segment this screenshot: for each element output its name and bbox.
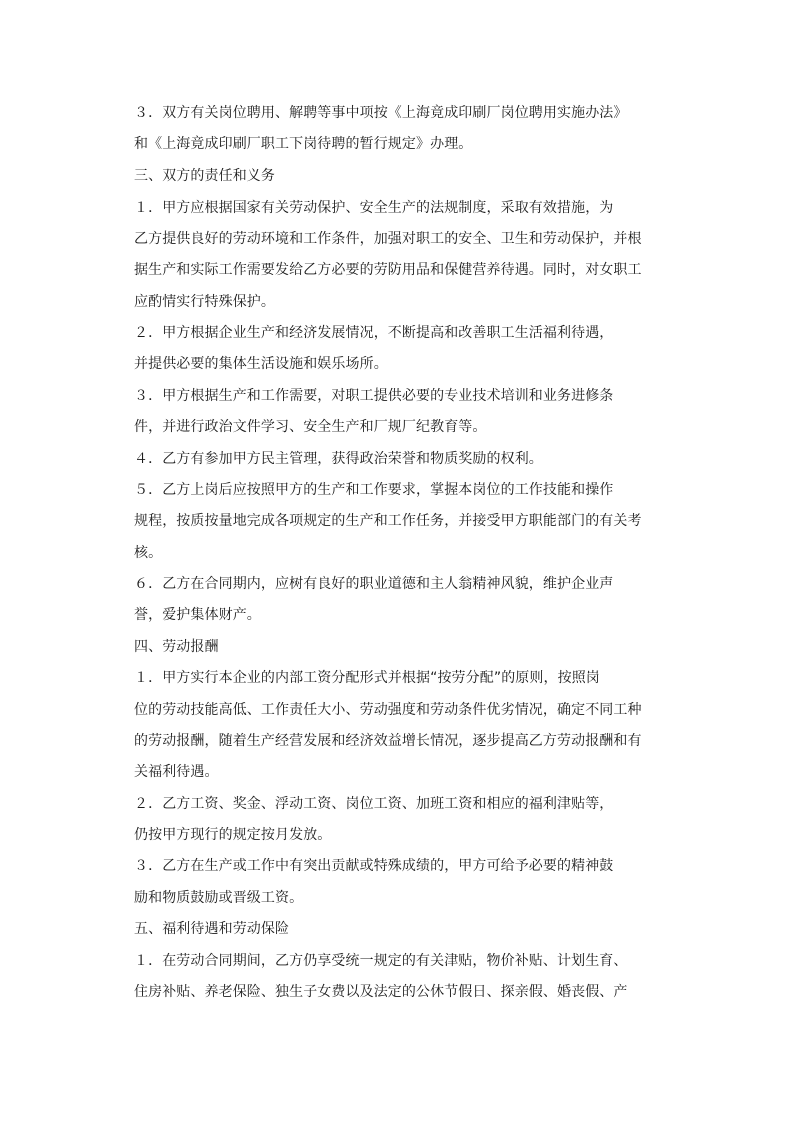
text-line: 励和物质鼓励或晋级工资。 <box>134 890 304 906</box>
section-heading: 三、双方的责任和义务 <box>134 168 275 184</box>
text-line: 并提供必要的集体生活设施和娱乐场所。 <box>134 356 388 372</box>
text-line: 和《上海竟成印刷厂职工下岗待聘的暂行规定》办理。 <box>134 136 473 152</box>
text-line: ２．甲方根据企业生产和经济发展情况，不断提高和改善职工生活福利待遇， <box>134 325 614 341</box>
text-line: １．甲方实行本企业的内部工资分配形式并根据“按劳分配”的原则，按照岗 <box>134 670 600 686</box>
text-line: 规程，按质按量地完成各项规定的生产和工作任务，并接受甲方职能部门的有关考 <box>134 513 642 529</box>
text-line: １．在劳动合同期间，乙方仍享受统一规定的有关津贴，物价补贴、计划生育、 <box>134 953 628 969</box>
section-heading: 五、福利待遇和劳动保险 <box>134 921 290 937</box>
text-line: 件，并进行政治文件学习、安全生产和厂规厂纪教育等。 <box>134 419 487 435</box>
text-line: 关福利待遇。 <box>134 764 219 780</box>
text-line: 应酌情实行特殊保护。 <box>134 294 275 310</box>
text-line: ５．乙方上岗后应按照甲方的生产和工作要求，掌握本岗位的工作技能和操作 <box>134 482 614 498</box>
text-line: 核。 <box>134 545 163 561</box>
text-line: ４．乙方有参加甲方民主管理，获得政治荣誉和物质奖励的权利。 <box>134 451 543 467</box>
text-line: 乙方提供良好的劳动环境和工作条件，加强对职工的安全、卫生和劳动保护，并根 <box>134 231 642 247</box>
text-line: ３．乙方在生产或工作中有突出贡献或特殊成绩的，甲方可给予必要的精神鼓 <box>134 858 614 874</box>
text-line: ３．甲方根据生产和工作需要，对职工提供必要的专业技术培训和业务进修条 <box>134 388 614 404</box>
text-line: 誉，爱护集体财产。 <box>134 607 261 623</box>
text-line: ６．乙方在合同期内，应树有良好的职业道德和主人翁精神风貌，维护企业声 <box>134 576 614 592</box>
text-line: 的劳动报酬，随着生产经营发展和经济效益增长情况，逐步提高乙方劳动报酬和有 <box>134 733 642 749</box>
text-line: ２．乙方工资、奖金、浮动工资、岗位工资、加班工资和相应的福利津贴等， <box>134 796 614 812</box>
text-line: 仍按甲方现行的规定按月发放。 <box>134 827 332 843</box>
text-line: ３．双方有关岗位聘用、解聘等事中项按《上海竟成印刷厂岗位聘用实施办法》 <box>134 105 628 121</box>
text-line: 据生产和实际工作需要发给乙方必要的劳防用品和保健营养待遇。同时，对女职工 <box>134 262 642 278</box>
text-line: 住房补贴、养老保险、独生子女费以及法定的公休节假日、探亲假、婚丧假、产 <box>134 984 628 1000</box>
section-heading: 四、劳动报酬 <box>134 639 219 655</box>
text-line: １．甲方应根据国家有关劳动保护、安全生产的法规制度，采取有效措施，为 <box>134 200 614 216</box>
text-line: 位的劳动技能高低、工作责任大小、劳动强度和劳动条件优劣情况，确定不同工种 <box>134 702 642 718</box>
